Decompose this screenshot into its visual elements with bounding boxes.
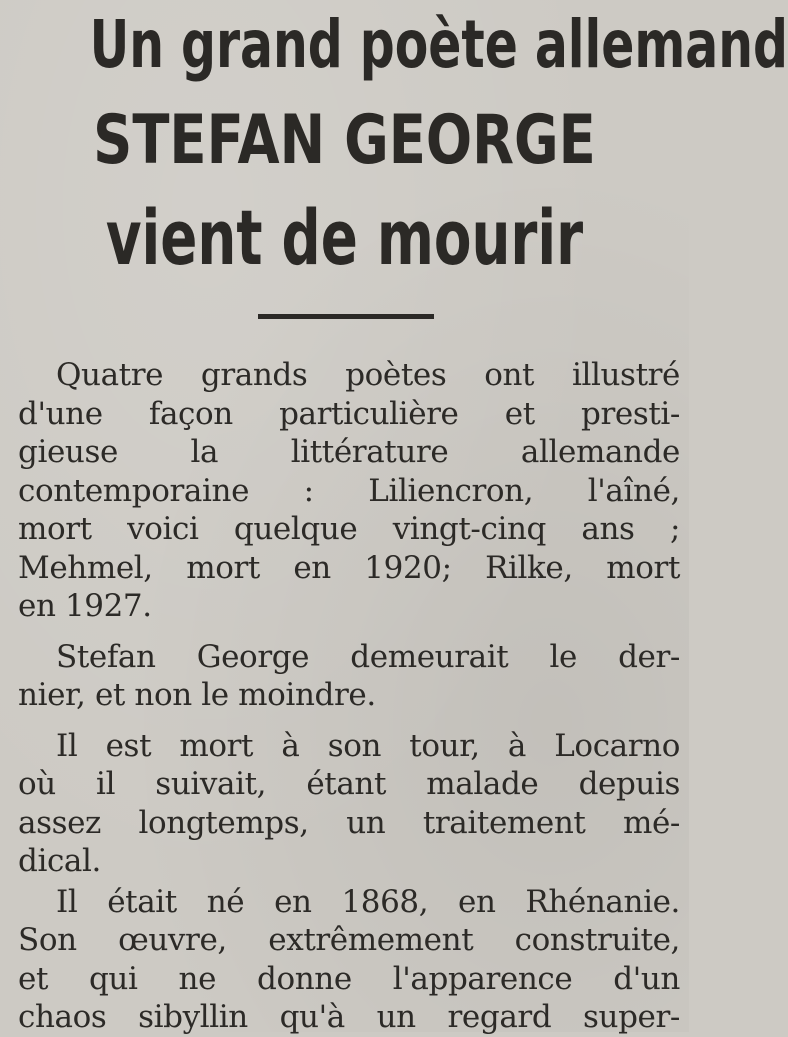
text-line: Quatre grands poètes ont illustré: [56, 357, 680, 393]
text-line: en 1927.: [18, 588, 152, 624]
text-line: Mehmel, mort en 1920; Rilke, mort: [18, 549, 680, 586]
article-body: [18, 356, 680, 1037]
text-line: contemporaine : Liliencron, l'aîné,: [18, 472, 680, 509]
text-line: chaos sibyllin qu'à un regard super-: [18, 999, 680, 1035]
text-line: Stefan George demeurait le der-: [56, 638, 680, 675]
text-line: mort voici quelque vingt-cinq ans ;: [18, 511, 680, 547]
text-line: dical.: [18, 843, 101, 879]
paragraph-gap: [18, 715, 680, 727]
headline-line-2: STEFAN GEORGE: [93, 101, 596, 180]
headline-line-3: vient de mourir: [105, 193, 584, 282]
text-line: Il était né en 1868, en Rhénanie.: [56, 883, 680, 920]
headline-separator-rule: [258, 314, 434, 319]
text-line: Il est mort à son tour, à Locarno: [56, 727, 680, 764]
headline-line-1: Un grand poète allemand: [89, 6, 788, 83]
paragraph-2: [18, 638, 680, 715]
text-line: d'une façon particulière et presti-: [18, 395, 680, 432]
text-line: Son œuvre, extrêmement construite,: [18, 922, 680, 958]
paragraph-3: [18, 727, 680, 881]
text-line: et qui ne donne l'apparence d'un: [18, 960, 680, 997]
paragraph-gap: [18, 626, 680, 638]
text-line: assez longtemps, un traitement mé-: [18, 804, 680, 841]
text-line: où il suivait, étant malade depuis: [18, 766, 680, 802]
paragraph-1: [18, 356, 680, 626]
paragraph-4: [18, 883, 680, 1037]
text-line: nier, et non le moindre.: [18, 677, 376, 713]
text-line: gieuse la littérature allemande: [18, 434, 680, 470]
